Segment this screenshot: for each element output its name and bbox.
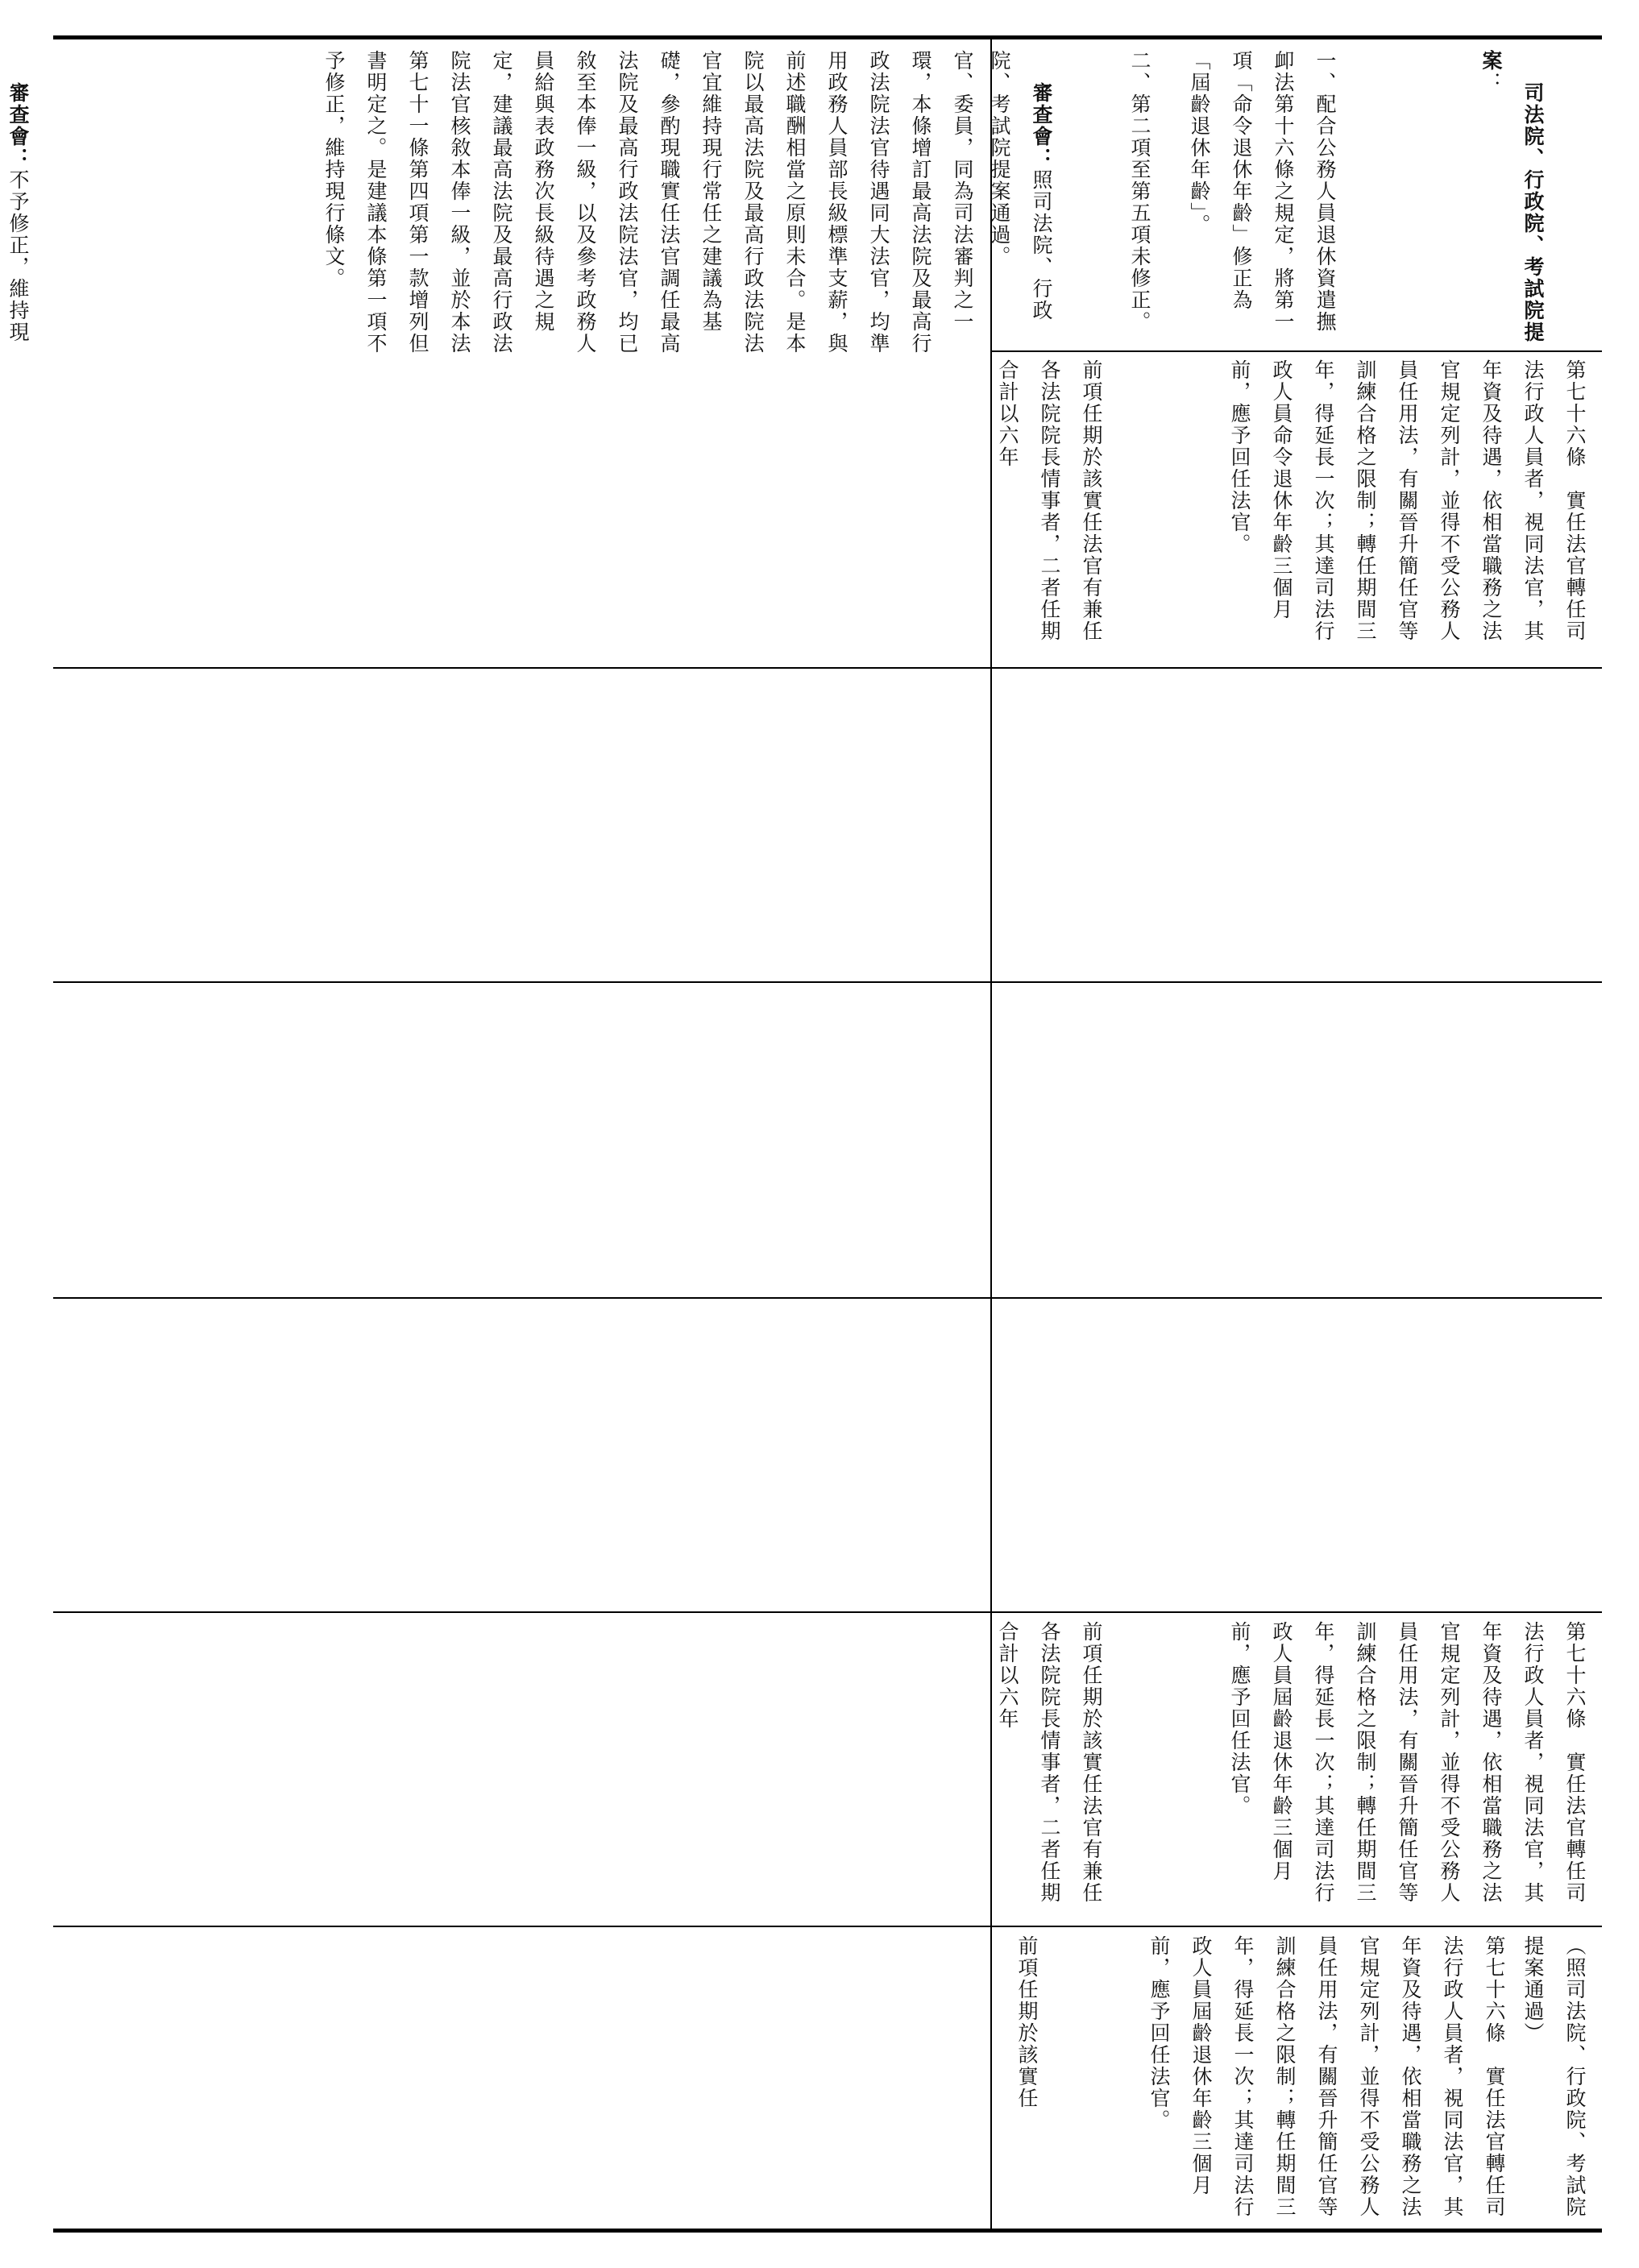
article-76-current: 第七十六條 實任法官轉任司法行政人員者，視同法官，其年資及待遇，依相當職務之法官規定列計，並得不受公務人員任用法，有關晉升簡任官等訓練合格之限制；轉任期間三年，得延長一次；其達司法行政人員命令退休年齡三個月前，應予回任法官。: [1228, 359, 1587, 642]
table-top-rule: [53, 35, 1602, 39]
explanation-text: 官、委員，同為司法審判之一環，本條增訂最高法院及最高行政法院法官待遇同大法官，均準用政務人員部長級標準支薪，與前述職酬相當之原則未合。是本院以最高法院及最高行政法院法官宜維持現行常任之建議為基礎，參酌現職實任法官調任最高法院及最高行政法院法官，均已敘至本俸一級，以及參考政務人員給與表政務次長級待遇之規定，建議最高法院及最高行政法院法官核敘本俸一級，並於本法第七十一條第四項第一款增列但書明定之。是建議本條第一項不予修正，維持現行條文。: [322, 50, 974, 355]
table-row-divider: [53, 1297, 1602, 1299]
article-76-proposed: 第七十六條 實任法官轉任司法行政人員者，視同法官，其年資及待遇，依相當職務之法官規定列計，並得不受公務人員任用法，有關晉升簡任官等訓練合格之限制；轉任期間三年，得延長一次；其達司法行政人員屆齡退休年齡三個月前，應予回任法官。: [1228, 1621, 1587, 1904]
committee-verdict-text: 不予修正，維持現: [6, 168, 30, 343]
table-row-divider: [53, 667, 1602, 669]
table-bottom-rule: [53, 2229, 1602, 2233]
reason-article-divider: [992, 350, 1602, 352]
reason-verdict-text: 照司法院、行政院、考試院提案通過。: [988, 50, 1053, 321]
reason-item: 一、配合公務人員退休資遣撫卹法第十六條之規定，將第一項「命令退休年齡」修正為「屆齡退休年齡」。: [1188, 50, 1337, 333]
proposer-label: 司法院、行政院、考試院提案: [1479, 50, 1545, 343]
reason-verdict-label: 審查會：: [1030, 81, 1053, 169]
article-76-adopted-paragraph-2: 前項任期於該實任: [1015, 1935, 1039, 2109]
reason-item: 二、第二項至第五項未修正。: [1128, 50, 1151, 333]
article-76-current-paragraph-2: 前項任期於該實任法官有兼任各法院院長情事者，二者任期合計以六年: [996, 359, 1103, 642]
committee-resolution-header: （照司法院、行政院、考試院提案通過）: [1521, 1935, 1587, 2218]
committee-verdict: [6, 50, 81, 356]
proposer-colon: ：: [1479, 72, 1503, 93]
table-row-divider: [53, 1926, 1602, 1927]
table-row-divider: [53, 1611, 1602, 1613]
proposal-reason: [1338, 50, 1595, 348]
article-76-proposed-paragraph-2: 前項任期於該實任法官有兼任各法院院長情事者，二者任期合計以六年: [996, 1621, 1103, 1904]
reason-verdict: [988, 50, 1104, 348]
table-row-divider: [53, 981, 1602, 983]
article-76-adopted: 第七十六條 實任法官轉任司法行政人員者，視同法官，其年資及待遇，依相當職務之法官規定列計，並得不受公務人員任用法，有關晉升簡任官等訓練合格之限制；轉任期間三年，得延長一次；其達司法行政人員屆齡退休年齡三個月前，應予回任法官。: [1147, 1935, 1506, 2218]
committee-verdict-label: 審查會：: [6, 81, 30, 169]
